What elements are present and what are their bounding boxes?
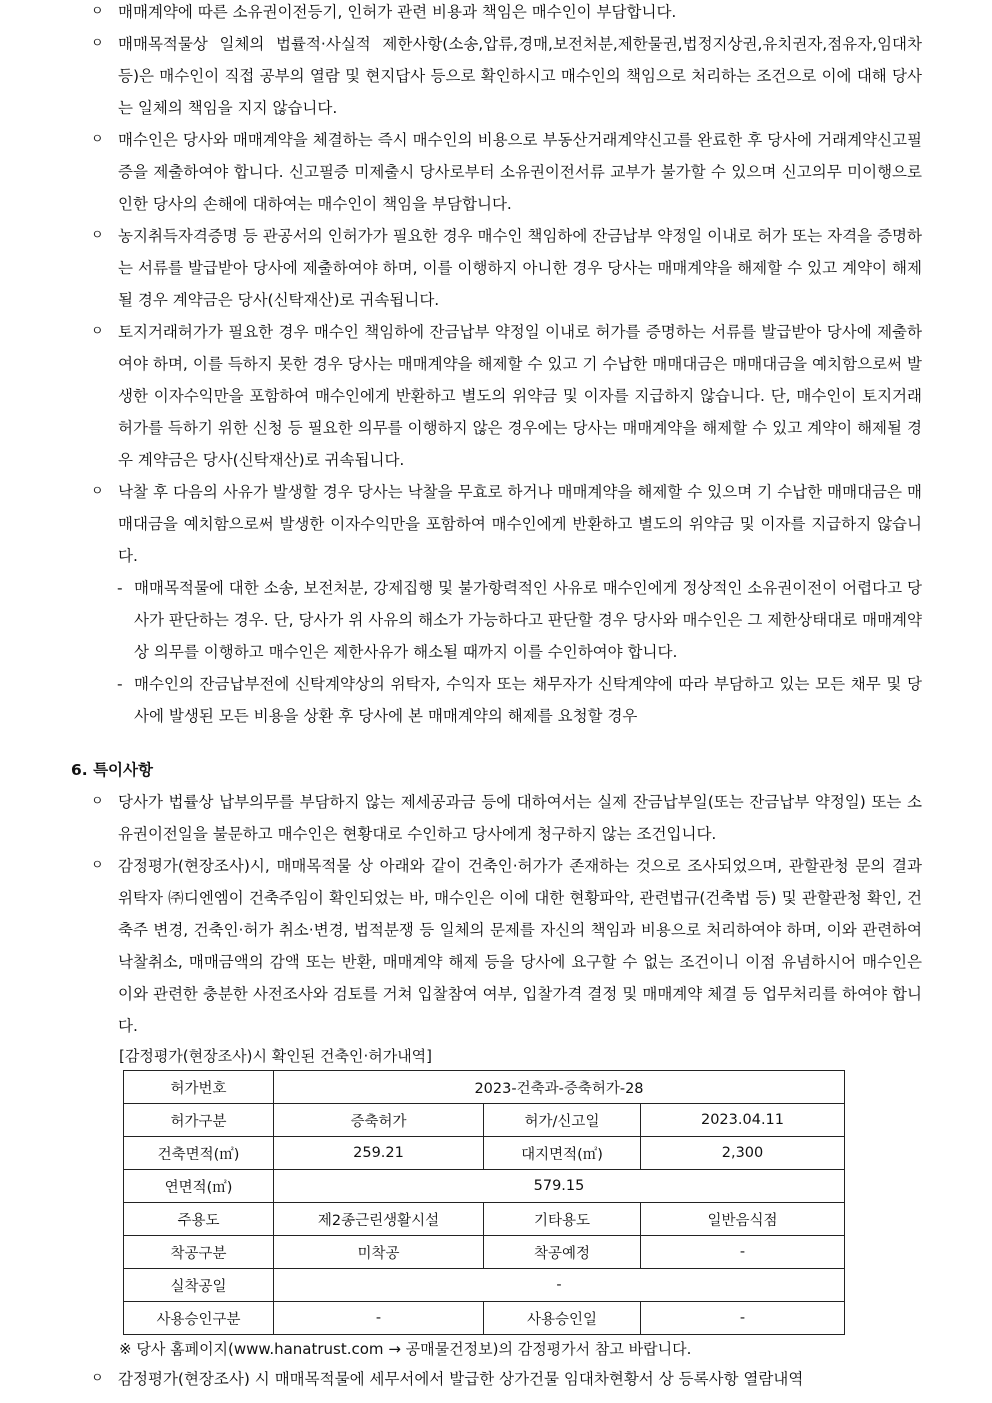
list-item <box>0 786 992 850</box>
list-item <box>0 124 992 220</box>
list-item-text: 매매목적물상 일체의 법률적·사실적 제한사항(소송,압류,경매,보전처분,제한물권,법정지상권,유치권자,점유자,임대차 등)은 매수인이 직접 공부의 열람 및 현지답사 등으로 확인하시고 매수인의 책임으로 처리하는 조건으로 이에 대해 당사는 일체의 책임을 지지 않습니다. <box>118 35 922 117</box>
list-item-text: 감정평가(현장조사)시, 매매목적물 상 아래와 같이 건축인·허가가 존재하는 것으로 조사되었으며, 관할관청 문의 결과 위탁자 ㈜디엔엠이 건축주임이 확인되었는 바, 매수인은 이에 대한 현황파악, 관련법규(건축법 등) 및 관할관청 확인, 건축주 변경, 건축인·허가 취소·변경, 법적분쟁 등 일체의 문제를 자신의 책임과 비용으로 처리하여야 하며, 이와 관련하여 낙찰취소, 매매금액의 감액 또는 반환, 매매계약 해제 등을 당사에 요구할 수 없는 조건이니 이점 유념하시어 매수인은 이와 관련한 충분한 사전조사와 검토를 거쳐 입찰참여 여부, 입찰가격 결정 및 매매계약 체결 등 업무처리를 하여야 합니다. <box>118 857 922 1035</box>
table-header-cell: 건축면적(㎡) <box>124 1137 274 1170</box>
section-title: 6. 특이사항 <box>71 761 153 779</box>
table-cell: - <box>641 1302 845 1335</box>
table-row <box>124 1170 845 1203</box>
table-cell: 증축허가 <box>274 1104 484 1137</box>
list-item <box>0 220 992 316</box>
list-item <box>0 476 992 572</box>
table-header-cell: 허가/신고일 <box>484 1104 641 1137</box>
table-row <box>124 1269 845 1302</box>
table-cell: 2023-건축과-증축허가-28 <box>274 1071 845 1104</box>
table-header-cell: 허가번호 <box>124 1071 274 1104</box>
table-cell: - <box>274 1269 845 1302</box>
table-cell: 259.21 <box>274 1137 484 1170</box>
table-header-cell: 실착공일 <box>124 1269 274 1302</box>
list-item-text: 매매계약에 따른 소유권이전등기, 인허가 관련 비용과 책임은 매수인이 부담합니다. <box>118 3 677 21</box>
table-cell: 2023.04.11 <box>641 1104 845 1137</box>
table-caption: [감정평가(현장조사)시 확인된 건축인·허가내역] <box>119 1047 433 1065</box>
bullet-marker: ㅇ <box>91 36 104 51</box>
bullet-marker: ㅇ <box>91 858 104 873</box>
table-row <box>124 1203 845 1236</box>
permit-table <box>123 1070 845 1335</box>
list-item-text: 낙찰 후 다음의 사유가 발생할 경우 당사는 낙찰을 무효로 하거나 매매계약을 해제할 수 있으며 기 수납한 매매대금은 매매대금을 예치함으로써 발생한 이자수익만을 포함하여 매수인에게 반환하고 별도의 위약금 및 이자를 지급하지 않습니다. <box>118 483 922 565</box>
table-cell: 2,300 <box>641 1137 845 1170</box>
table-note: ※ 당사 홈페이지(www.hanatrust.com → 공매물건정보)의 감정평가서 참고 바랍니다. <box>119 1340 692 1358</box>
list-item <box>0 850 992 1042</box>
list-item <box>0 0 992 28</box>
table-row <box>124 1071 845 1104</box>
list-item-text: 농지취득자격증명 등 관공서의 인허가가 필요한 경우 매수인 책임하에 잔금납부 약정일 이내로 허가 또는 자격을 증명하는 서류를 발급받아 당사에 제출하여야 하며, 이를 이행하지 아니한 경우 당사는 매매계약을 해제할 수 있고 계약이 해제될 경우 계약금은 당사(신탁재산)로 귀속됩니다. <box>118 227 922 309</box>
table-cell: 일반음식점 <box>641 1203 845 1236</box>
sub-list-item <box>0 668 992 732</box>
table-header-cell: 착공구분 <box>124 1236 274 1269</box>
table-cell: 제2종근린생활시설 <box>274 1203 484 1236</box>
list-item-text: 토지거래허가가 필요한 경우 매수인 책임하에 잔금납부 약정일 이내로 허가를 증명하는 서류를 발급받아 당사에 제출하여야 하며, 이를 득하지 못한 경우 당사는 매매계약을 해제할 수 있고 기 수납한 매매대금은 매매대금을 예치함으로써 발생한 이자수익만을 포함하여 매수인에게 반환하고 별도의 위약금 및 이자를 지급하지 않습니다. 단, 매수인이 토지거래허가를 득하기 위한 신청 등 필요한 의무를 이행하지 않은 경우에는 당사는 매매계약을 해제할 수 있고 계약이 해제될 경우 계약금은 당사(신탁재산)로 귀속됩니다. <box>118 323 922 469</box>
table-header-cell: 기타용도 <box>484 1203 641 1236</box>
bullet-marker: ㅇ <box>91 1371 104 1386</box>
bullet-marker: ㅇ <box>91 484 104 499</box>
sub-list-item <box>0 572 992 668</box>
table-header-cell: 사용승인일 <box>484 1302 641 1335</box>
bullet-marker: ㅇ <box>91 228 104 243</box>
bullet-marker: ㅇ <box>91 794 104 809</box>
table-header-cell: 연면적(㎡) <box>124 1170 274 1203</box>
table-cell: 579.15 <box>274 1170 845 1203</box>
table-header-cell: 대지면적(㎡) <box>484 1137 641 1170</box>
table-row <box>124 1236 845 1269</box>
sub-list-item-text: 매수인의 잔금납부전에 신탁계약상의 위탁자, 수익자 또는 채무자가 신탁계약에 따라 부담하고 있는 모든 채무 및 당사에 발생된 모든 비용을 상환 후 당사에 본 매매계약의 해제를 요청할 경우 <box>134 675 922 725</box>
table-cell: 미착공 <box>274 1236 484 1269</box>
dash-marker: - <box>117 675 123 693</box>
table-header-cell: 주용도 <box>124 1203 274 1236</box>
list-item <box>0 1363 992 1395</box>
table-row <box>124 1302 845 1335</box>
bullet-marker: ㅇ <box>91 132 104 147</box>
table-header-cell: 사용승인구분 <box>124 1302 274 1335</box>
list-item-text: 당사가 법률상 납부의무를 부담하지 않는 제세공과금 등에 대하여서는 실제 잔금납부일(또는 잔금납부 약정일) 또는 소유권이전일을 불문하고 매수인은 현황대로 수인하고 당사에게 청구하지 않는 조건입니다. <box>118 793 922 843</box>
table-header-cell: 착공예정 <box>484 1236 641 1269</box>
table-cell: - <box>641 1236 845 1269</box>
table-cell: - <box>274 1302 484 1335</box>
list-item <box>0 316 992 476</box>
sub-list-item-text: 매매목적물에 대한 소송, 보전처분, 강제집행 및 불가항력적인 사유로 매수인에게 정상적인 소유권이전이 어렵다고 당사가 판단하는 경우. 단, 당사가 위 사유의 해소가 가능하다고 판단할 경우 당사와 매수인은 그 제한상태대로 매매계약상 의무를 이행하고 매수인은 제한사유가 해소될 때까지 이를 수인하여야 합니다. <box>134 579 922 661</box>
table-row <box>124 1104 845 1137</box>
table-row <box>124 1137 845 1170</box>
bullet-marker: ㅇ <box>91 324 104 339</box>
list-item <box>0 28 992 124</box>
list-item-text: 감정평가(현장조사) 시 매매목적물에 세무서에서 발급한 상가건물 임대차현황서 상 등록사항 열람내역 <box>118 1370 804 1388</box>
table-header-cell: 허가구분 <box>124 1104 274 1137</box>
dash-marker: - <box>117 579 123 597</box>
list-item-text: 매수인은 당사와 매매계약을 체결하는 즉시 매수인의 비용으로 부동산거래계약신고를 완료한 후 당사에 거래계약신고필증을 제출하여야 합니다. 신고필증 미제출시 당사로부터 소유권이전서류 교부가 불가할 수 있으며 신고의무 미이행으로 인한 당사의 손해에 대하여는 매수인이 책임을 부담합니다. <box>118 131 922 213</box>
bullet-marker: ㅇ <box>91 4 104 19</box>
